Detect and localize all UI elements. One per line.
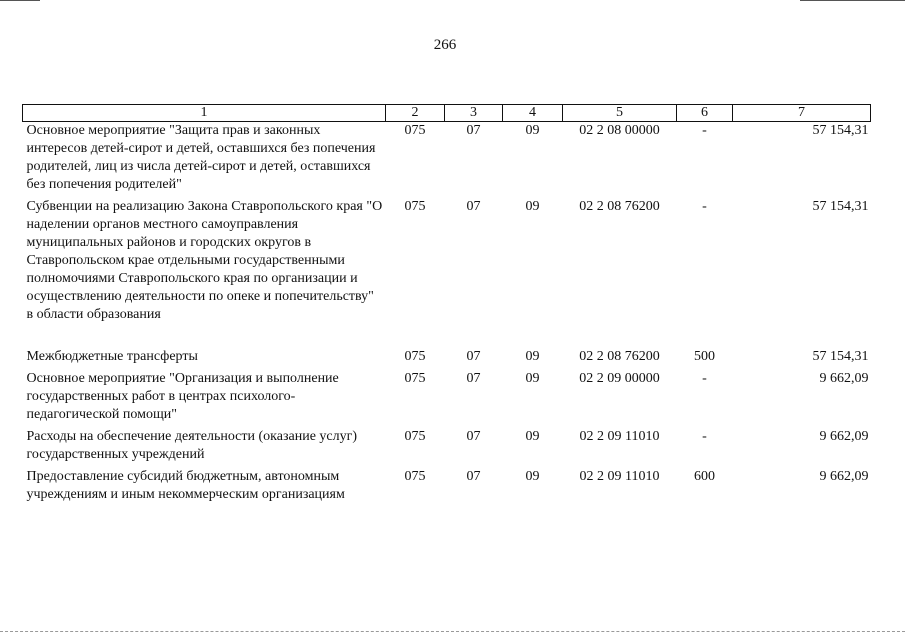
column-header: 5 bbox=[563, 105, 677, 122]
section-code: 07 bbox=[466, 371, 481, 386]
expense-name: Расходы на обеспечение деятельности (оказание услуг) государственных учреждений bbox=[26, 429, 358, 462]
target-article-code: 02 2 08 00000 bbox=[579, 123, 660, 138]
target-article-code: 02 2 09 00000 bbox=[579, 371, 660, 386]
amount: 9 662,09 bbox=[819, 371, 869, 386]
column-header: 1 bbox=[23, 105, 386, 122]
expense-type-code: - bbox=[702, 371, 707, 386]
subsection-code: 09 bbox=[525, 349, 540, 364]
ministry-code: 075 bbox=[404, 349, 426, 364]
table-row bbox=[23, 328, 871, 370]
subsection-code: 09 bbox=[525, 123, 540, 138]
column-header: 3 bbox=[445, 105, 503, 122]
subsection-code: 09 bbox=[525, 199, 540, 214]
section-code: 07 bbox=[466, 429, 481, 444]
column-header: 2 bbox=[386, 105, 445, 122]
expense-type-code: 500 bbox=[694, 349, 715, 364]
section-code: 07 bbox=[466, 123, 481, 138]
amount: 57 154,31 bbox=[812, 199, 869, 214]
scan-edge-line-left bbox=[0, 0, 40, 1]
table-row bbox=[23, 122, 871, 199]
ministry-code: 075 bbox=[404, 123, 426, 138]
section-code: 07 bbox=[466, 469, 481, 484]
ministry-code: 075 bbox=[404, 469, 426, 484]
table-row bbox=[23, 198, 871, 328]
expense-type-code: - bbox=[702, 199, 707, 214]
table-row bbox=[23, 428, 871, 468]
target-article-code: 02 2 09 11010 bbox=[579, 429, 660, 444]
table-row bbox=[23, 370, 871, 428]
ministry-code: 075 bbox=[404, 199, 426, 214]
table-row bbox=[23, 468, 871, 508]
expense-type-code: - bbox=[702, 429, 707, 444]
expense-name: Основное мероприятие "Организация и выполнение государственных работ в центрах психолого-педагогической помощи" bbox=[26, 371, 339, 422]
scan-edge-line-right bbox=[800, 0, 905, 1]
budget-table bbox=[22, 104, 871, 508]
page-number: 266 bbox=[433, 37, 457, 53]
target-article-code: 02 2 09 11010 bbox=[579, 469, 660, 484]
table-header-row bbox=[23, 105, 871, 122]
column-header: 6 bbox=[677, 105, 733, 122]
column-header: 7 bbox=[733, 105, 871, 122]
ministry-code: 075 bbox=[404, 371, 426, 386]
ministry-code: 075 bbox=[404, 429, 426, 444]
amount: 9 662,09 bbox=[819, 429, 869, 444]
expense-name: Предоставление субсидий бюджетным, автономным учреждениям и иным некоммерческим организациям bbox=[26, 469, 345, 502]
target-article-code: 02 2 08 76200 bbox=[579, 199, 660, 214]
expense-name: Основное мероприятие "Защита прав и законных интересов детей-сирот и детей, оставшихся без попечения родителей, лиц из числа детей-сирот и детей, оставшихся без попечения родителей" bbox=[26, 123, 376, 192]
amount: 9 662,09 bbox=[819, 469, 869, 484]
expense-type-code: 600 bbox=[694, 469, 715, 484]
target-article-code: 02 2 08 76200 bbox=[579, 349, 660, 364]
subsection-code: 09 bbox=[525, 371, 540, 386]
section-code: 07 bbox=[466, 349, 481, 364]
expense-type-code: - bbox=[702, 123, 707, 138]
expense-name: Субвенции на реализацию Закона Ставропольского края "О наделении органов местного самоуправления муниципальных районов и городских округов в Ставропольском крае отдельными государственными полномочиями Ставропольского края по организации и осуществлению деятельности по опеке и попечительству" в области образования bbox=[26, 199, 383, 322]
subsection-code: 09 bbox=[525, 429, 540, 444]
section-code: 07 bbox=[466, 199, 481, 214]
subsection-code: 09 bbox=[525, 469, 540, 484]
amount: 57 154,31 bbox=[812, 123, 869, 138]
expense-name: Межбюджетные трансферты bbox=[26, 349, 198, 364]
scan-bottom-edge bbox=[0, 631, 905, 632]
column-header: 4 bbox=[503, 105, 563, 122]
amount: 57 154,31 bbox=[812, 349, 869, 364]
